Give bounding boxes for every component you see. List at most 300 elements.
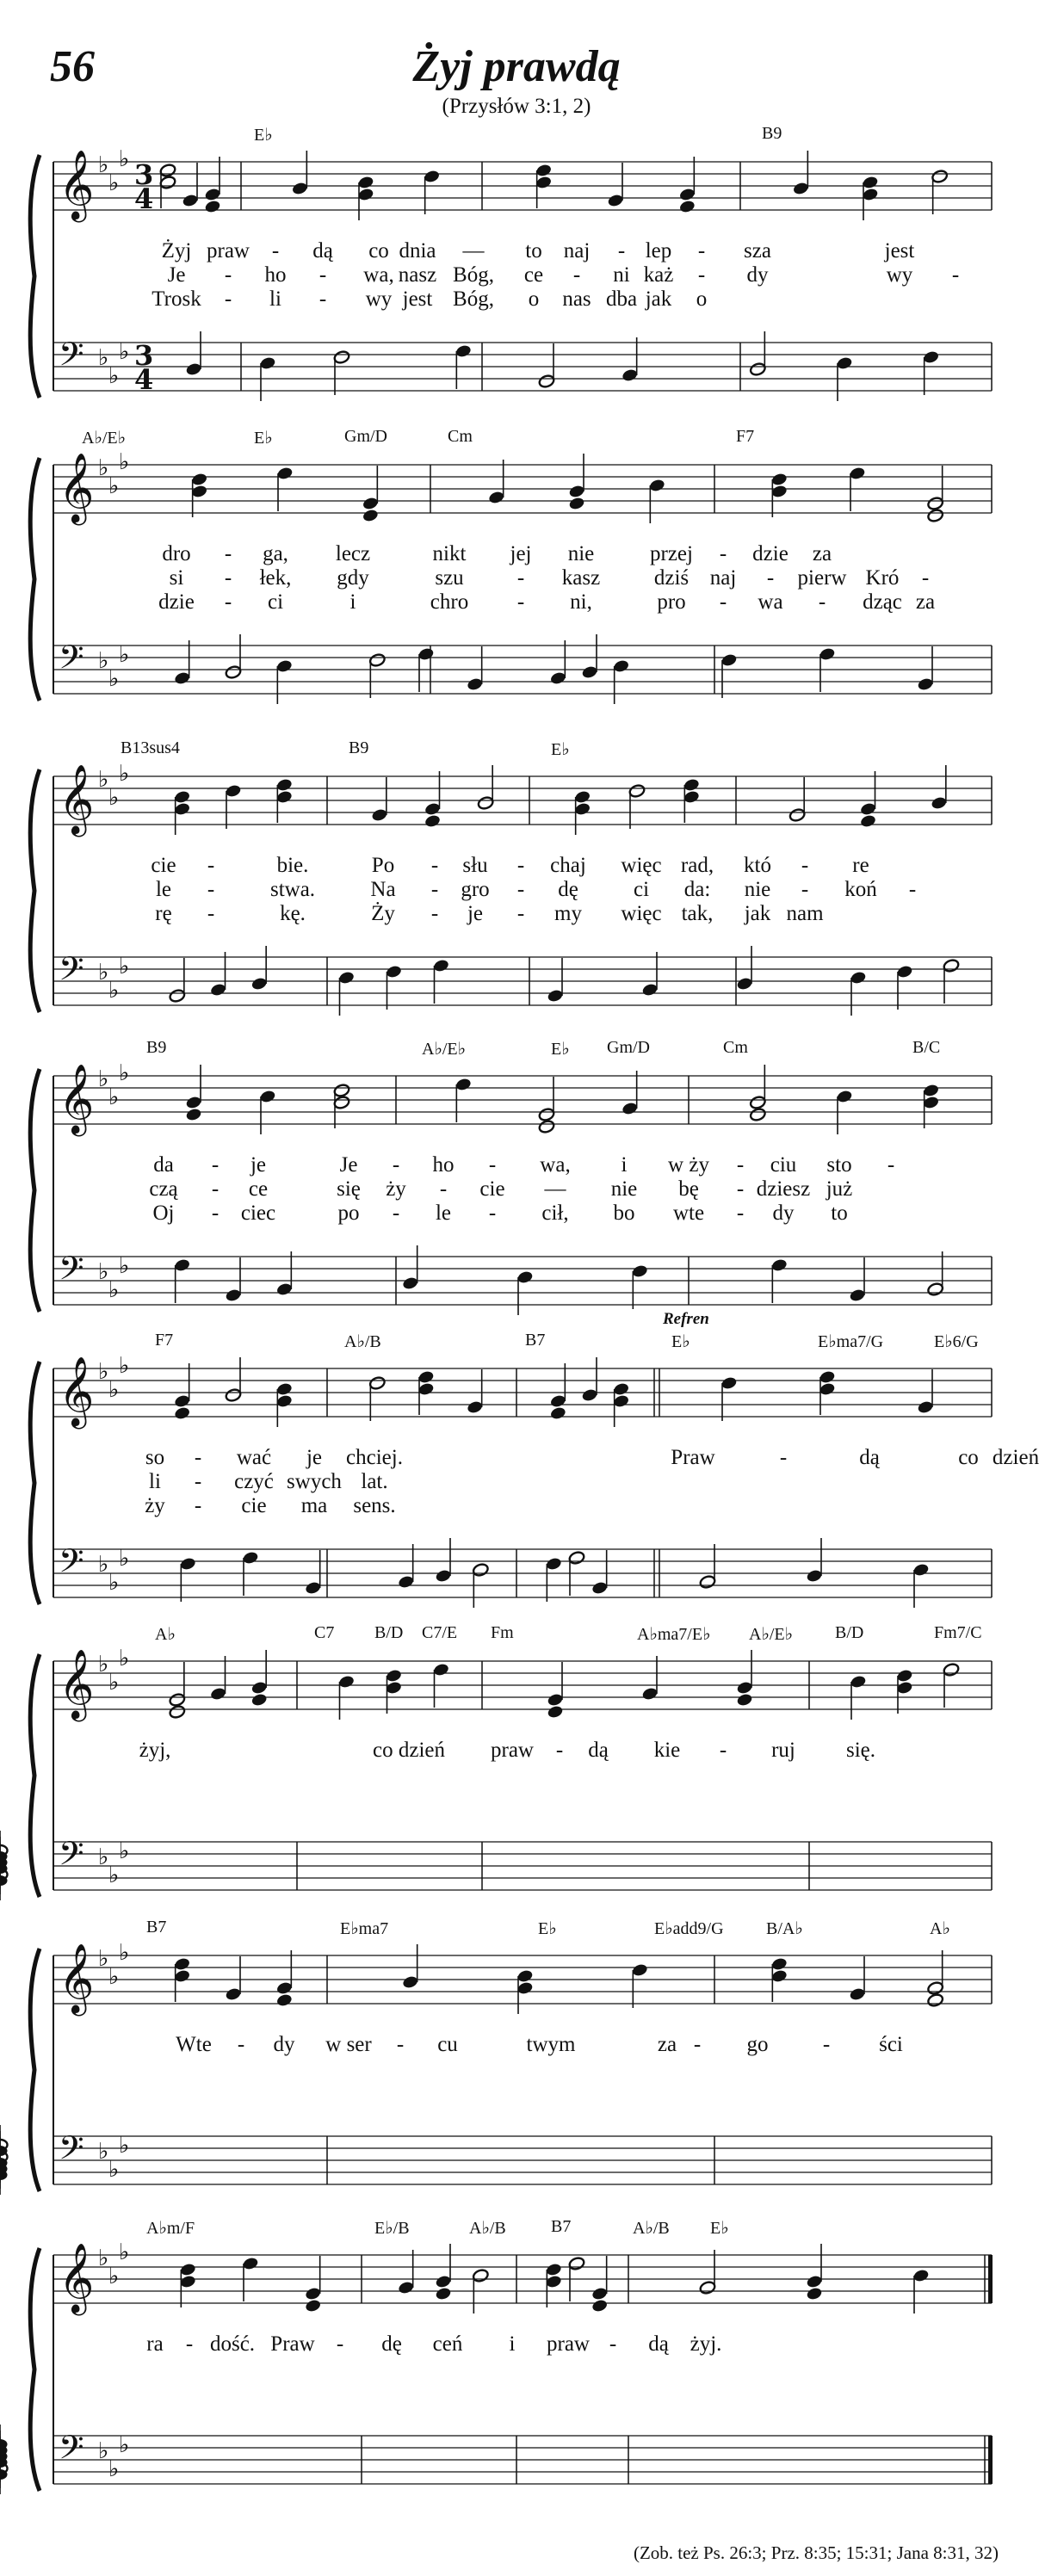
lyric-syllable: dząc bbox=[863, 590, 902, 614]
note-head bbox=[516, 1968, 534, 1983]
note-head bbox=[337, 1674, 355, 1689]
note-head bbox=[819, 1381, 836, 1396]
note-head bbox=[179, 2262, 196, 2276]
lyric-syllable: ni, bbox=[570, 590, 592, 614]
lyric-syllable: dę bbox=[381, 2332, 402, 2356]
lyric-syllable: dę bbox=[558, 878, 578, 901]
lyric-syllable: da bbox=[153, 1153, 174, 1177]
note-head bbox=[185, 1095, 202, 1109]
lyric-syllable: swych bbox=[287, 1470, 342, 1493]
lyric-syllable: to bbox=[831, 1202, 848, 1225]
note-head bbox=[628, 783, 646, 798]
lyric-syllable: - bbox=[224, 566, 232, 590]
note-head bbox=[613, 658, 630, 673]
lyric-syllable: za bbox=[657, 2033, 677, 2056]
lyric-syllable: kę. bbox=[280, 902, 306, 925]
lyric-syllable: re bbox=[852, 854, 869, 877]
lyric-syllable: Wte bbox=[176, 2033, 212, 2056]
lyric-syllable: li bbox=[149, 1470, 161, 1493]
note-head bbox=[912, 2268, 930, 2283]
note-head bbox=[648, 478, 665, 492]
note-head bbox=[179, 2274, 196, 2289]
lyric-syllable: - bbox=[697, 239, 706, 263]
note-head bbox=[472, 1562, 489, 1577]
lyric-syllable: pro bbox=[657, 590, 686, 614]
note-head bbox=[455, 1077, 472, 1091]
lyric-syllable: naj bbox=[563, 239, 591, 263]
lyric-syllable: ce bbox=[248, 1177, 269, 1201]
music-system-5 bbox=[0, 1310, 1039, 1627]
note-head bbox=[368, 1375, 386, 1390]
chord-symbol: A♭ bbox=[930, 1919, 950, 1938]
lyric-syllable: ży bbox=[145, 1494, 165, 1517]
note-head bbox=[581, 1387, 598, 1402]
bass-clef: 𝄢 bbox=[59, 1834, 84, 1881]
key-flat: ♭ bbox=[119, 954, 130, 979]
lyric-syllable: w ży bbox=[668, 1153, 709, 1177]
lyric-syllable: żyj. bbox=[690, 2332, 722, 2356]
note-head bbox=[305, 1580, 322, 1595]
lyric-syllable: Bóg, bbox=[453, 263, 494, 287]
key-flat: ♭ bbox=[98, 345, 109, 371]
lyric-syllable: po bbox=[337, 1202, 360, 1225]
lyric-syllable: sens. bbox=[353, 1494, 396, 1517]
lyric-syllable: si bbox=[169, 566, 184, 590]
key-flat: ♭ bbox=[119, 1646, 130, 1671]
note-head bbox=[242, 2256, 259, 2270]
lyric-syllable: - bbox=[779, 1446, 788, 1469]
note-head bbox=[357, 175, 374, 189]
key-flat: ♭ bbox=[119, 761, 130, 787]
bass-clef: 𝄢 bbox=[59, 335, 84, 381]
note-head bbox=[435, 2274, 452, 2289]
treble-staff bbox=[53, 1060, 992, 1136]
treble-clef: 𝄞 bbox=[59, 763, 95, 834]
lyric-syllable: - bbox=[921, 566, 930, 590]
note-head bbox=[362, 508, 379, 522]
note-head bbox=[538, 374, 555, 388]
lyric-syllable: dzie bbox=[158, 590, 195, 614]
lyric-syllable: - bbox=[396, 2033, 405, 2056]
treble-clef: 𝄞 bbox=[59, 149, 95, 219]
bass-clef: 𝄢 bbox=[59, 2428, 84, 2474]
lyric-syllable: nie bbox=[567, 542, 595, 565]
note-head bbox=[749, 1095, 766, 1109]
lyric-syllable: - bbox=[207, 878, 215, 901]
key-flat: ♭ bbox=[108, 1277, 120, 1303]
note-head bbox=[792, 181, 809, 195]
note-head bbox=[568, 484, 585, 498]
lyric-syllable: wa, bbox=[540, 1153, 571, 1177]
note-head bbox=[174, 1257, 191, 1272]
lyric-syllable: - bbox=[488, 1153, 497, 1177]
note-head bbox=[927, 496, 944, 510]
key-flat: ♭ bbox=[108, 978, 120, 1004]
note-head bbox=[159, 175, 176, 189]
chord-symbol: E♭6/G bbox=[934, 1332, 979, 1351]
chord-symbol: B7 bbox=[551, 2217, 572, 2236]
note-head bbox=[850, 970, 867, 985]
note-head bbox=[720, 1375, 738, 1390]
note-head bbox=[362, 496, 379, 510]
note-head bbox=[770, 1257, 788, 1272]
chord-symbol: E♭ bbox=[551, 1040, 570, 1059]
note-head bbox=[174, 789, 191, 804]
note-head bbox=[225, 783, 242, 798]
note-head bbox=[185, 361, 202, 376]
note-head bbox=[749, 1107, 766, 1121]
lyric-syllable: - bbox=[516, 878, 525, 901]
treble-clef: 𝄞 bbox=[59, 1063, 95, 1134]
key-flat: ♭ bbox=[119, 1940, 130, 1966]
lyric-syllable: - bbox=[194, 1470, 202, 1493]
music-system-7 bbox=[0, 1904, 1033, 2214]
bass-clef: 𝄢 bbox=[59, 638, 84, 684]
chord-symbol: A♭/B bbox=[469, 2219, 506, 2238]
key-flat: ♭ bbox=[119, 1838, 130, 1864]
note-head bbox=[250, 1680, 268, 1695]
lyric-syllable: go bbox=[746, 2033, 769, 2056]
lyric-syllable: Bóg, bbox=[453, 287, 494, 311]
lyric-syllable: - bbox=[319, 287, 327, 311]
lyric-syllable: łek, bbox=[259, 566, 292, 590]
music-system-3 bbox=[0, 725, 1033, 1035]
chord-symbol: B9 bbox=[146, 1038, 167, 1057]
note-head bbox=[631, 1962, 648, 1977]
time-signature-digit: 4 bbox=[134, 182, 154, 215]
chord-symbol: A♭m/F bbox=[146, 2219, 195, 2238]
lyric-syllable: i bbox=[349, 590, 356, 614]
lyric-syllable: - bbox=[555, 1739, 564, 1762]
lyric-syllable: w ser bbox=[325, 2033, 372, 2056]
lyric-syllable: gro bbox=[461, 878, 490, 901]
note-head bbox=[516, 1269, 534, 1284]
note-head bbox=[699, 2280, 716, 2295]
lyric-syllable: - bbox=[516, 854, 525, 877]
key-flat: ♭ bbox=[119, 339, 130, 365]
note-head bbox=[385, 1668, 402, 1683]
chord-symbol: A♭/E♭ bbox=[82, 429, 127, 448]
lyric-syllable: więc bbox=[621, 854, 662, 877]
lyric-syllable: Po bbox=[371, 854, 395, 877]
bass-staff bbox=[53, 946, 992, 1016]
note-head bbox=[535, 163, 553, 177]
note-head bbox=[398, 2280, 415, 2295]
key-flat: ♭ bbox=[108, 1084, 120, 1110]
note-head bbox=[770, 484, 788, 498]
note-head bbox=[179, 1556, 196, 1571]
chord-symbol: C7/E bbox=[422, 1623, 458, 1642]
note-head bbox=[424, 801, 441, 816]
lyric-syllable: ga, bbox=[263, 542, 288, 565]
treble-staff bbox=[53, 146, 992, 222]
song-title: Żyj prawdą bbox=[412, 42, 621, 91]
lyric-syllable: bie. bbox=[276, 854, 309, 877]
lyric-syllable: - bbox=[609, 2332, 617, 2356]
lyric-syllable: je bbox=[467, 902, 484, 925]
note-head bbox=[849, 1288, 866, 1302]
lyric-syllable: jak bbox=[645, 287, 672, 311]
bass-staff bbox=[0, 2125, 992, 2195]
lyric-syllable: dnia bbox=[399, 239, 436, 263]
lyric-syllable: - bbox=[801, 878, 809, 901]
lyric-syllable: ści bbox=[879, 2033, 903, 2056]
chord-symbol: B9 bbox=[762, 124, 782, 143]
lyric-syllable: ciec bbox=[240, 1202, 276, 1225]
note-head bbox=[417, 646, 435, 661]
note-head bbox=[736, 976, 753, 991]
chord-symbol: F7 bbox=[736, 427, 755, 446]
lyric-syllable: i bbox=[621, 1153, 628, 1177]
lyric-syllable: się bbox=[337, 1177, 361, 1201]
note-head bbox=[169, 1704, 186, 1719]
lyric-syllable: - bbox=[488, 1202, 497, 1225]
note-head bbox=[613, 1381, 630, 1396]
note-head bbox=[305, 2298, 322, 2313]
staff-system-graphic bbox=[0, 1904, 1033, 2214]
lyric-syllable: - bbox=[207, 854, 215, 877]
note-head bbox=[678, 199, 696, 213]
note-head bbox=[204, 199, 221, 213]
note-head bbox=[259, 355, 276, 370]
lyric-syllable: Oj bbox=[152, 1202, 175, 1225]
note-head bbox=[305, 2286, 322, 2301]
key-flat: ♭ bbox=[98, 2438, 109, 2464]
note-head bbox=[467, 676, 484, 691]
note-head bbox=[417, 1369, 435, 1384]
treble-staff bbox=[53, 1646, 992, 1721]
note-head bbox=[859, 813, 876, 828]
note-head bbox=[209, 982, 226, 997]
note-head bbox=[398, 1574, 415, 1589]
lyric-syllable: ży bbox=[386, 1177, 406, 1201]
note-head bbox=[927, 508, 944, 522]
key-flat: ♭ bbox=[98, 1552, 109, 1578]
lyric-syllable: - bbox=[693, 2033, 702, 2056]
note-head bbox=[191, 484, 208, 498]
treble-staff bbox=[53, 1353, 992, 1429]
lyric-syllable: jej bbox=[510, 542, 532, 565]
lyric-syllable: ho bbox=[432, 1153, 455, 1177]
lyric-syllable: czyć bbox=[234, 1470, 274, 1493]
bass-staff bbox=[0, 2425, 993, 2494]
lyric-syllable: to bbox=[525, 239, 542, 263]
note-head bbox=[736, 1680, 753, 1695]
note-head bbox=[174, 1393, 191, 1408]
chord-symbol: E♭add9/G bbox=[654, 1919, 724, 1938]
note-head bbox=[622, 368, 639, 382]
note-head bbox=[424, 169, 441, 183]
lyric-syllable: Kró bbox=[865, 566, 900, 590]
key-flat: ♭ bbox=[119, 1253, 130, 1279]
lyric-syllable: praw bbox=[491, 1739, 534, 1762]
chord-symbol: Gm/D bbox=[607, 1038, 650, 1057]
note-head bbox=[789, 807, 806, 822]
chord-symbol: A♭/B bbox=[633, 2219, 670, 2238]
note-head bbox=[836, 1089, 853, 1103]
note-head bbox=[699, 1574, 716, 1589]
lyric-syllable: - bbox=[719, 1739, 727, 1762]
lyric-syllable: - bbox=[224, 542, 232, 565]
lyric-syllable: o bbox=[696, 287, 708, 311]
note-head bbox=[185, 1107, 202, 1121]
note-head bbox=[819, 646, 836, 661]
note-head bbox=[931, 795, 948, 810]
note-head bbox=[923, 1083, 940, 1097]
note-head bbox=[182, 193, 199, 207]
note-head bbox=[417, 1381, 435, 1396]
note-head bbox=[467, 1399, 484, 1414]
lyric-syllable: - bbox=[439, 1177, 448, 1201]
lyric-syllable: kasz bbox=[561, 566, 601, 590]
staff-system-graphic bbox=[0, 1609, 1033, 1919]
lyric-syllable: nas bbox=[562, 287, 591, 311]
lyric-syllable: i bbox=[509, 2332, 516, 2356]
lyric-syllable: pierw bbox=[797, 566, 847, 590]
note-head bbox=[225, 1387, 242, 1402]
key-flat: ♭ bbox=[108, 1964, 120, 1990]
note-head bbox=[174, 1968, 191, 1983]
key-flat: ♭ bbox=[108, 785, 120, 811]
note-head bbox=[516, 1980, 534, 1995]
song-number: 56 bbox=[50, 42, 95, 91]
lyric-syllable: cie bbox=[151, 854, 176, 877]
note-head bbox=[836, 355, 853, 370]
note-head bbox=[859, 801, 876, 816]
note-head bbox=[169, 988, 186, 1003]
lyric-syllable: - bbox=[224, 263, 232, 287]
note-head bbox=[191, 472, 208, 486]
note-head bbox=[545, 2274, 562, 2289]
treble-clef: 𝄞 bbox=[59, 1648, 95, 1719]
lyric-syllable: - bbox=[516, 902, 525, 925]
note-head bbox=[275, 789, 293, 804]
treble-clef: 𝄞 bbox=[59, 452, 95, 522]
lyric-syllable: ni bbox=[613, 263, 630, 287]
key-flat: ♭ bbox=[98, 1066, 109, 1092]
lyric-syllable: - bbox=[766, 566, 775, 590]
note-head bbox=[275, 1980, 293, 1995]
note-head bbox=[806, 1568, 823, 1583]
lyric-syllable: - bbox=[319, 263, 327, 287]
lyric-syllable: bę bbox=[678, 1177, 699, 1201]
bass-clef: 𝄢 bbox=[59, 2128, 84, 2175]
lyric-syllable: kie bbox=[653, 1739, 681, 1762]
note-head bbox=[547, 1704, 564, 1719]
note-head bbox=[568, 1550, 585, 1565]
note-head bbox=[927, 1992, 944, 2007]
key-flat: ♭ bbox=[98, 960, 109, 985]
music-system-1 bbox=[0, 110, 1033, 420]
note-head bbox=[574, 789, 591, 804]
music-system-2 bbox=[0, 413, 1033, 723]
lyric-syllable: je bbox=[306, 1446, 323, 1469]
key-flat: ♭ bbox=[98, 1652, 109, 1677]
lyric-syllable: dą bbox=[859, 1446, 880, 1469]
note-head bbox=[678, 187, 696, 201]
lyric-syllable: stwa. bbox=[269, 878, 316, 901]
key-flat: ♭ bbox=[98, 1359, 109, 1385]
lyric-syllable: - bbox=[736, 1202, 745, 1225]
note-head bbox=[549, 670, 566, 685]
key-flat: ♭ bbox=[119, 449, 130, 475]
bass-staff bbox=[53, 634, 992, 704]
lyric-syllable: dy bbox=[746, 263, 769, 287]
lyric-syllable: dy bbox=[772, 1202, 795, 1225]
chord-symbol: B9 bbox=[349, 738, 369, 757]
key-flat: ♭ bbox=[98, 767, 109, 793]
key-flat: ♭ bbox=[98, 152, 109, 178]
key-flat: ♭ bbox=[98, 2139, 109, 2165]
chord-symbol: B/C bbox=[912, 1038, 941, 1057]
lyric-syllable: Ży bbox=[371, 902, 395, 925]
lyric-syllable: my bbox=[554, 902, 582, 925]
chord-symbol: B7 bbox=[146, 1918, 167, 1937]
lyric-syllable: lep bbox=[645, 239, 672, 263]
note-head bbox=[613, 1393, 630, 1408]
note-head bbox=[174, 1956, 191, 1971]
note-head bbox=[368, 652, 386, 667]
key-flat: ♭ bbox=[119, 1353, 130, 1379]
lyric-syllable: gdy bbox=[337, 566, 369, 590]
lyric-syllable: - bbox=[697, 263, 706, 287]
lyric-syllable: dość. bbox=[209, 2332, 256, 2356]
lyric-syllable: chaj bbox=[550, 854, 586, 877]
lyric-syllable: się. bbox=[845, 1739, 876, 1762]
lyric-syllable: - bbox=[617, 239, 626, 263]
note-head bbox=[259, 1089, 276, 1103]
note-head bbox=[641, 982, 659, 997]
key-flat: ♭ bbox=[119, 2432, 130, 2458]
note-head bbox=[547, 1692, 564, 1707]
note-head bbox=[333, 349, 350, 364]
note-head bbox=[568, 2256, 585, 2270]
lyric-syllable: - bbox=[237, 2033, 245, 2056]
lyric-syllable: je bbox=[250, 1153, 267, 1177]
lyric-syllable: nie bbox=[610, 1177, 638, 1201]
note-head bbox=[488, 490, 505, 504]
treble-staff bbox=[53, 1940, 992, 2016]
lyric-syllable: le bbox=[155, 878, 172, 901]
music-system-6 bbox=[0, 1609, 1033, 1919]
lyric-syllable: sto bbox=[826, 1153, 852, 1177]
chord-symbol: Gm/D bbox=[344, 427, 387, 446]
lyric-syllable: da: bbox=[683, 878, 711, 901]
lyric-syllable: dą bbox=[588, 1739, 609, 1762]
note-head bbox=[917, 1399, 934, 1414]
lyric-syllable: ciu bbox=[770, 1153, 797, 1177]
note-head bbox=[806, 2286, 823, 2301]
note-head bbox=[683, 789, 700, 804]
lyric-syllable: praw bbox=[207, 239, 250, 263]
treble-clef: 𝄞 bbox=[59, 1943, 95, 2013]
note-head bbox=[538, 1119, 555, 1134]
lyric-syllable: — bbox=[544, 1177, 566, 1201]
note-head bbox=[923, 1095, 940, 1109]
chord-symbol: A♭/B bbox=[344, 1332, 381, 1351]
note-head bbox=[850, 1674, 867, 1689]
lyric-syllable: - bbox=[572, 263, 581, 287]
note-head bbox=[424, 813, 441, 828]
staff-system-graphic bbox=[0, 2203, 1033, 2513]
lyric-syllable: dzie bbox=[752, 542, 789, 565]
note-head bbox=[225, 664, 242, 679]
note-head bbox=[736, 1692, 753, 1707]
chord-symbol: E♭ bbox=[254, 429, 273, 448]
note-head bbox=[896, 1680, 913, 1695]
time-signature-digit: 3 bbox=[134, 339, 154, 372]
note-head bbox=[435, 2286, 452, 2301]
